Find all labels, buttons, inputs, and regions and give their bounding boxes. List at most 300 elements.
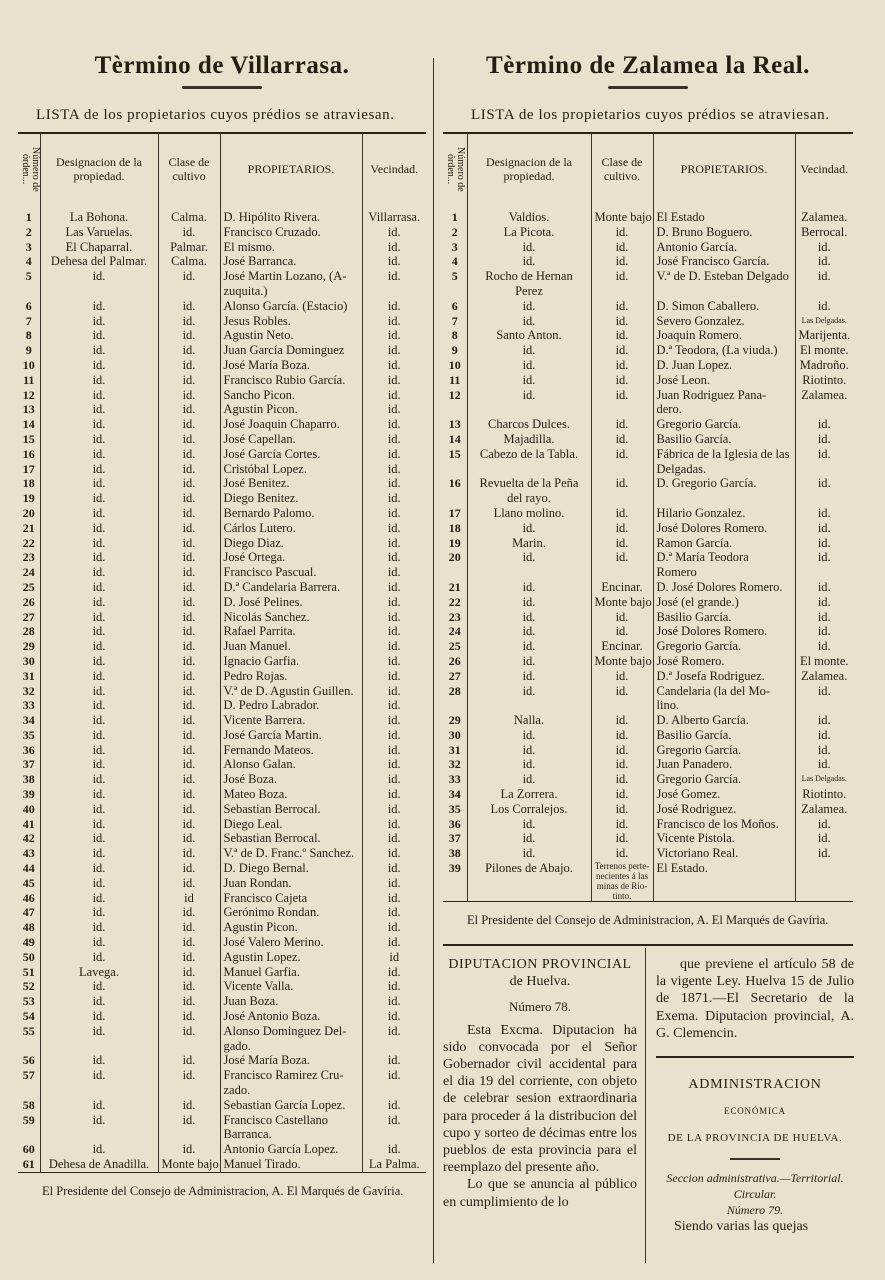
row-propietario: Gregorio García. (653, 743, 795, 758)
row-vecindad: id. (387, 757, 401, 772)
diputacion-numero: Número 78. (508, 999, 572, 1015)
row-designacion: id. (467, 388, 591, 418)
row-vecindad: id. (387, 417, 401, 432)
row-vecindad: Madroño. (799, 357, 849, 372)
row-clase: id. (158, 905, 220, 920)
row-number: 31 (18, 669, 40, 684)
row-designacion: id. (40, 757, 158, 772)
row-vecindad: id. (387, 1112, 401, 1127)
table-row (443, 358, 853, 373)
row-propietario: D. Hipólito Rivera. (220, 210, 362, 225)
row-clase: Terrenos perte-necientes á las minas de Rio-tinto. (591, 861, 653, 901)
row-vecindad: Villarrasa. (368, 210, 421, 224)
row-designacion: id. (40, 343, 158, 358)
row-number: 29 (18, 639, 40, 654)
row-designacion: id. (467, 580, 591, 595)
administracion-provincia: DE LA PROVINCIA DE HUELVA. (667, 1132, 843, 1145)
row-designacion: id. (467, 639, 591, 654)
table-row (18, 787, 426, 802)
row-designacion: id. (40, 1113, 158, 1143)
row-propietario: Basilio García. (653, 728, 795, 743)
row-number: 33 (18, 698, 40, 713)
row-vecindad: id. (387, 801, 401, 816)
row-number: 33 (443, 772, 467, 787)
row-clase: id. (158, 935, 220, 950)
table-row (18, 728, 426, 743)
row-vecindad: El monte. (799, 653, 849, 668)
row-propietario: D. Bruno Boguero. (653, 225, 795, 240)
row-propietario: Juan Panadero. (653, 757, 795, 772)
row-clase: Calma. (158, 254, 220, 269)
row-clase: Monte bajo (591, 595, 653, 610)
row-designacion: id. (40, 521, 158, 536)
row-clase: id. (158, 713, 220, 728)
row-propietario: Fábrica de la Iglesia de las Delgadas. (653, 447, 795, 477)
ornament-rule (608, 86, 688, 89)
table-row (18, 965, 426, 980)
row-propietario: José Rodriguez. (653, 802, 795, 817)
row-vecindad: id. (387, 713, 401, 728)
table-row (443, 861, 853, 901)
row-number: 2 (18, 225, 40, 240)
row-designacion: id. (40, 698, 158, 713)
administracion-notice (656, 1076, 854, 1235)
row-clase: id. (158, 1053, 220, 1068)
row-vecindad: id. (387, 905, 401, 920)
row-propietario: José Gomez. (653, 787, 795, 802)
row-propietario: Diego Leal. (220, 817, 362, 832)
diputacion-paragraph-1: Esta Excma. Diputacion ha sido convocada por el Señor Gobernador civil accidental para el dia 19 del corriente, con objeto de celebrar sesion extraordinaria para proceder á la distribucion del cupo y sorteo de décimas entre los pueblos de esta provincia para el reemplazo del presente año. (443, 1022, 637, 1176)
row-propietario: Fernando Mateos. (220, 743, 362, 758)
villarrasa-lista: LISTA de los propietarios cuyos prédios se atraviesan. (36, 107, 395, 123)
table-row (18, 417, 426, 432)
row-designacion: id. (40, 846, 158, 861)
table-row (443, 388, 853, 418)
row-vecindad: id. (387, 476, 401, 491)
table-row (18, 565, 426, 580)
row-propietario: Sebastian Berrocal. (220, 831, 362, 846)
row-number: 36 (18, 743, 40, 758)
row-number: 11 (18, 373, 40, 388)
row-clase: id. (158, 624, 220, 639)
row-number: 3 (443, 240, 467, 255)
row-number: 27 (443, 669, 467, 684)
row-clase: id. (591, 373, 653, 388)
row-vecindad: Las Delgadas. (801, 315, 847, 325)
table-row (18, 698, 426, 713)
table-row (18, 225, 426, 240)
table-row (443, 432, 853, 447)
row-clase: id. (158, 343, 220, 358)
row-propietario: D.ª Teodora, (La viuda.) (653, 343, 795, 358)
row-designacion: id. (467, 743, 591, 758)
row-vecindad: id. (817, 727, 831, 742)
row-propietario: Severo Gonzalez. (653, 314, 795, 329)
row-propietario: José Ortega. (220, 550, 362, 565)
row-designacion: id. (467, 817, 591, 832)
table-row (443, 728, 853, 743)
row-vecindad: Marijenta. (798, 328, 851, 343)
row-designacion: id. (40, 580, 158, 595)
row-clase: Palmar. (158, 240, 220, 255)
row-propietario: Antonio García. (653, 240, 795, 255)
row-number: 25 (18, 580, 40, 595)
row-designacion: id. (40, 891, 158, 906)
row-propietario: Bernardo Palomo. (220, 506, 362, 521)
row-designacion: Cabezo de la Tabla. (467, 447, 591, 477)
row-designacion: id. (40, 817, 158, 832)
administracion-circular: Circular. (733, 1186, 777, 1201)
row-designacion: id. (40, 654, 158, 669)
row-clase: id. (591, 343, 653, 358)
table-row (18, 476, 426, 491)
table-row (443, 684, 853, 714)
row-designacion: id. (467, 521, 591, 536)
villarrasa-title: Tèrmino de Villarrasa. (94, 52, 350, 79)
row-number: 21 (443, 580, 467, 595)
table-row (18, 550, 426, 565)
table-row (18, 388, 426, 403)
row-clase: id. (158, 314, 220, 329)
row-designacion: Majadilla. (467, 432, 591, 447)
row-number: 21 (18, 521, 40, 536)
row-vecindad: id. (387, 269, 401, 284)
row-number: 8 (443, 328, 467, 343)
row-clase: Monte bajo (591, 654, 653, 669)
row-number: 38 (18, 772, 40, 787)
row-clase: id. (158, 772, 220, 787)
row-clase: id. (158, 654, 220, 669)
table-row (443, 639, 853, 654)
row-propietario: Vicente Barrera. (220, 713, 362, 728)
table-row (443, 831, 853, 846)
row-propietario: Juan Manuel. (220, 639, 362, 654)
villarrasa-table (18, 134, 426, 1172)
row-number: 53 (18, 994, 40, 1009)
table-row (18, 343, 426, 358)
row-number: 49 (18, 935, 40, 950)
zalamea-section (443, 52, 853, 946)
table-row (18, 669, 426, 684)
row-clase: id. (158, 1098, 220, 1113)
column-divider-lower (645, 948, 646, 1263)
row-number: 56 (18, 1053, 40, 1068)
row-propietario: Ramon García. (653, 536, 795, 551)
table-row (18, 432, 426, 447)
row-clase: id. (158, 1009, 220, 1024)
row-propietario: Agustin Picon. (220, 920, 362, 935)
row-vecindad: id. (817, 520, 831, 535)
table-row (443, 743, 853, 758)
row-designacion: id. (40, 476, 158, 491)
table-row (18, 1024, 426, 1054)
table-row (443, 314, 853, 329)
row-vecindad: id. (387, 1053, 401, 1068)
row-designacion: id. (40, 1068, 158, 1098)
row-designacion: id. (40, 979, 158, 994)
row-clase: id. (158, 225, 220, 240)
row-number: 41 (18, 817, 40, 832)
table-row (18, 580, 426, 595)
row-clase: id. (158, 1024, 220, 1054)
table-row (443, 299, 853, 314)
row-clase: id (158, 891, 220, 906)
table-row (443, 610, 853, 625)
row-designacion: id. (40, 935, 158, 950)
row-vecindad: La Palma. (368, 1157, 420, 1171)
table-row (18, 654, 426, 669)
header-clase: Clase de cultivo. (591, 134, 653, 204)
row-vecindad: id. (817, 535, 831, 550)
table-header (443, 134, 853, 204)
header-designacion: Designacion de la propiedad. (467, 134, 591, 204)
row-propietario: El Estado (653, 210, 795, 225)
table-row (18, 210, 426, 225)
row-propietario: Francisco de los Moños. (653, 817, 795, 832)
row-vecindad: id. (387, 372, 401, 387)
row-designacion: id. (40, 1098, 158, 1113)
row-designacion: id. (467, 757, 591, 772)
table-row (443, 447, 853, 477)
row-number: 20 (443, 550, 467, 580)
row-propietario: Sebastian García Lopez. (220, 1098, 362, 1113)
row-clase: Monte bajo (591, 210, 653, 225)
row-designacion: id. (40, 358, 158, 373)
table-row (18, 876, 426, 891)
row-number: 4 (443, 254, 467, 269)
row-clase: id. (591, 772, 653, 787)
row-clase: id. (591, 624, 653, 639)
row-number: 36 (443, 817, 467, 832)
row-propietario: D. José Pelines. (220, 595, 362, 610)
row-propietario: José Dolores Romero. (653, 521, 795, 536)
zalamea-title: Tèrmino de Zalamea la Real. (486, 52, 810, 79)
row-vecindad: id. (817, 505, 831, 520)
table-row (443, 787, 853, 802)
row-clase: id. (158, 979, 220, 994)
row-vecindad: id. (387, 520, 401, 535)
table-row (18, 328, 426, 343)
row-propietario: V.ª de D. Franc.º Sanchez. (220, 846, 362, 861)
row-designacion: id. (40, 536, 158, 551)
row-clase: id. (591, 743, 653, 758)
row-propietario: Francisco Cruzado. (220, 225, 362, 240)
row-designacion: id. (40, 565, 158, 580)
table-row (443, 417, 853, 432)
row-number: 17 (18, 462, 40, 477)
row-vecindad: id. (387, 816, 401, 831)
row-propietario: Basilio García. (653, 610, 795, 625)
administracion-start: Siendo varias las quejas (674, 1218, 809, 1234)
row-designacion: La Picota. (467, 225, 591, 240)
row-number: 6 (443, 299, 467, 314)
row-propietario: José Leon. (653, 373, 795, 388)
row-clase: id. (591, 846, 653, 861)
table-row (18, 713, 426, 728)
table-row (18, 743, 426, 758)
row-clase: id. (591, 225, 653, 240)
row-number: 11 (443, 373, 467, 388)
row-number: 12 (443, 388, 467, 418)
row-designacion: id. (40, 595, 158, 610)
row-propietario: Gerónimo Rondan. (220, 905, 362, 920)
row-number: 34 (443, 787, 467, 802)
row-number: 28 (18, 624, 40, 639)
row-propietario: Manuel Garfia. (220, 965, 362, 980)
row-designacion: id. (467, 831, 591, 846)
row-vecindad: id. (387, 491, 401, 506)
row-propietario: Vicente Pistola. (653, 831, 795, 846)
table-row (18, 269, 426, 299)
row-clase: id. (158, 328, 220, 343)
row-designacion: id. (40, 787, 158, 802)
row-number: 4 (18, 254, 40, 269)
row-vecindad: id. (387, 328, 401, 343)
row-designacion: El Chaparral. (40, 240, 158, 255)
row-propietario: José (el grande.) (653, 595, 795, 610)
row-number: 19 (443, 536, 467, 551)
row-clase: id. (158, 669, 220, 684)
row-vecindad: id. (387, 1023, 401, 1038)
row-designacion: id. (467, 595, 591, 610)
row-designacion: id. (40, 550, 158, 565)
row-designacion: id. (467, 299, 591, 314)
row-number: 3 (18, 240, 40, 255)
row-number: 7 (443, 314, 467, 329)
table-row (18, 1098, 426, 1113)
row-vecindad: id. (387, 787, 401, 802)
diputacion-paragraph-2: Lo que se anuncia al público en cumplimiento de lo (443, 1177, 637, 1210)
row-number: 13 (443, 417, 467, 432)
row-propietario: Alonso Galan. (220, 757, 362, 772)
row-number: 39 (18, 787, 40, 802)
row-vecindad: Zalamea. (801, 801, 848, 816)
header-numero: Número de órden... (20, 146, 41, 192)
table-row (443, 536, 853, 551)
row-number: 32 (18, 684, 40, 699)
table-header (18, 134, 426, 204)
table-row (443, 210, 853, 225)
administracion-title: ADMINISTRACION (688, 1077, 822, 1093)
row-number: 18 (18, 476, 40, 491)
row-vecindad: id. (387, 254, 401, 269)
row-clase: id. (158, 757, 220, 772)
row-clase: id. (591, 787, 653, 802)
table-row (443, 817, 853, 832)
row-propietario: Juan Rondan. (220, 876, 362, 891)
row-clase: id. (158, 417, 220, 432)
row-designacion: id. (467, 772, 591, 787)
row-vecindad: id. (387, 683, 401, 698)
row-vecindad: id. (817, 579, 831, 594)
row-vecindad: Berrocal. (801, 224, 848, 239)
table-row (18, 994, 426, 1009)
row-number: 34 (18, 713, 40, 728)
row-vecindad: id. (387, 609, 401, 624)
row-vecindad: Las Delgadas. (801, 774, 847, 784)
table-row (18, 1142, 426, 1157)
row-propietario: Francisco Cajeta (220, 891, 362, 906)
row-clase: id. (158, 447, 220, 462)
row-clase: id. (158, 595, 220, 610)
row-designacion: Rocho de Hernan Perez (467, 269, 591, 299)
row-number: 42 (18, 831, 40, 846)
table-row (18, 846, 426, 861)
row-propietario: José Capellan. (220, 432, 362, 447)
row-propietario: José Francisco García. (653, 254, 795, 269)
row-propietario: Joaquin Romero. (653, 328, 795, 343)
row-propietario: Cárlos Lutero. (220, 521, 362, 536)
row-propietario: D. Gregorio García. (653, 476, 795, 506)
table-row (443, 669, 853, 684)
row-propietario: José García Martin. (220, 728, 362, 743)
row-vecindad: id. (387, 402, 401, 417)
row-designacion: id. (40, 861, 158, 876)
row-propietario: Juan Rodriguez Pana-dero. (653, 388, 795, 418)
row-clase: id. (591, 684, 653, 714)
row-vecindad: id. (817, 713, 831, 728)
row-clase: id. (158, 802, 220, 817)
row-vecindad: id. (387, 772, 401, 787)
row-propietario: Victoriano Real. (653, 846, 795, 861)
table-row (18, 491, 426, 506)
row-designacion: Valdios. (467, 210, 591, 225)
row-number: 15 (18, 432, 40, 447)
row-propietario: Mateo Boza. (220, 787, 362, 802)
row-propietario: José García Cortes. (220, 447, 362, 462)
row-designacion: id. (467, 846, 591, 861)
row-number: 46 (18, 891, 40, 906)
header-designacion: Designacion de la propiedad. (40, 134, 158, 204)
row-vecindad: Zalamea. (801, 668, 848, 683)
row-clase: id. (158, 610, 220, 625)
table-row (18, 905, 426, 920)
row-designacion: id. (40, 905, 158, 920)
header-vecindad: Vecindad. (370, 162, 419, 176)
header-propietarios: PROPIETARIOS. (653, 134, 795, 204)
row-designacion: id. (40, 950, 158, 965)
row-propietario: José Benitez. (220, 476, 362, 491)
row-propietario: Francisco Castellano Barranca. (220, 1113, 362, 1143)
row-number: 51 (18, 965, 40, 980)
ornament-rule (730, 1158, 780, 1160)
administracion-numero: Número 79. (726, 1202, 784, 1217)
row-propietario: D. Juan Lopez. (653, 358, 795, 373)
row-vecindad: El monte. (799, 343, 849, 358)
row-clase: id. (591, 476, 653, 506)
row-propietario: Antonio García Lopez. (220, 1142, 362, 1157)
row-clase: id. (158, 1142, 220, 1157)
row-vecindad: id. (817, 757, 831, 772)
row-clase: Monte bajo (158, 1157, 220, 1172)
row-clase: id. (158, 831, 220, 846)
row-number: 22 (18, 536, 40, 551)
column-divider (433, 58, 434, 1263)
row-clase: id. (158, 476, 220, 491)
row-clase: id. (591, 432, 653, 447)
row-clase: id. (158, 698, 220, 713)
row-number: 55 (18, 1024, 40, 1054)
row-number: 19 (18, 491, 40, 506)
table-bottom-rule (443, 901, 853, 902)
row-propietario: Agustin Neto. (220, 328, 362, 343)
row-vecindad: id. (817, 639, 831, 654)
row-propietario: Alonso Dominguez Del-gado. (220, 1024, 362, 1054)
row-vecindad: id. (387, 1068, 401, 1083)
row-designacion: id. (40, 610, 158, 625)
row-propietario: José Dolores Romero. (653, 624, 795, 639)
row-propietario: Ignacio Garfia. (220, 654, 362, 669)
